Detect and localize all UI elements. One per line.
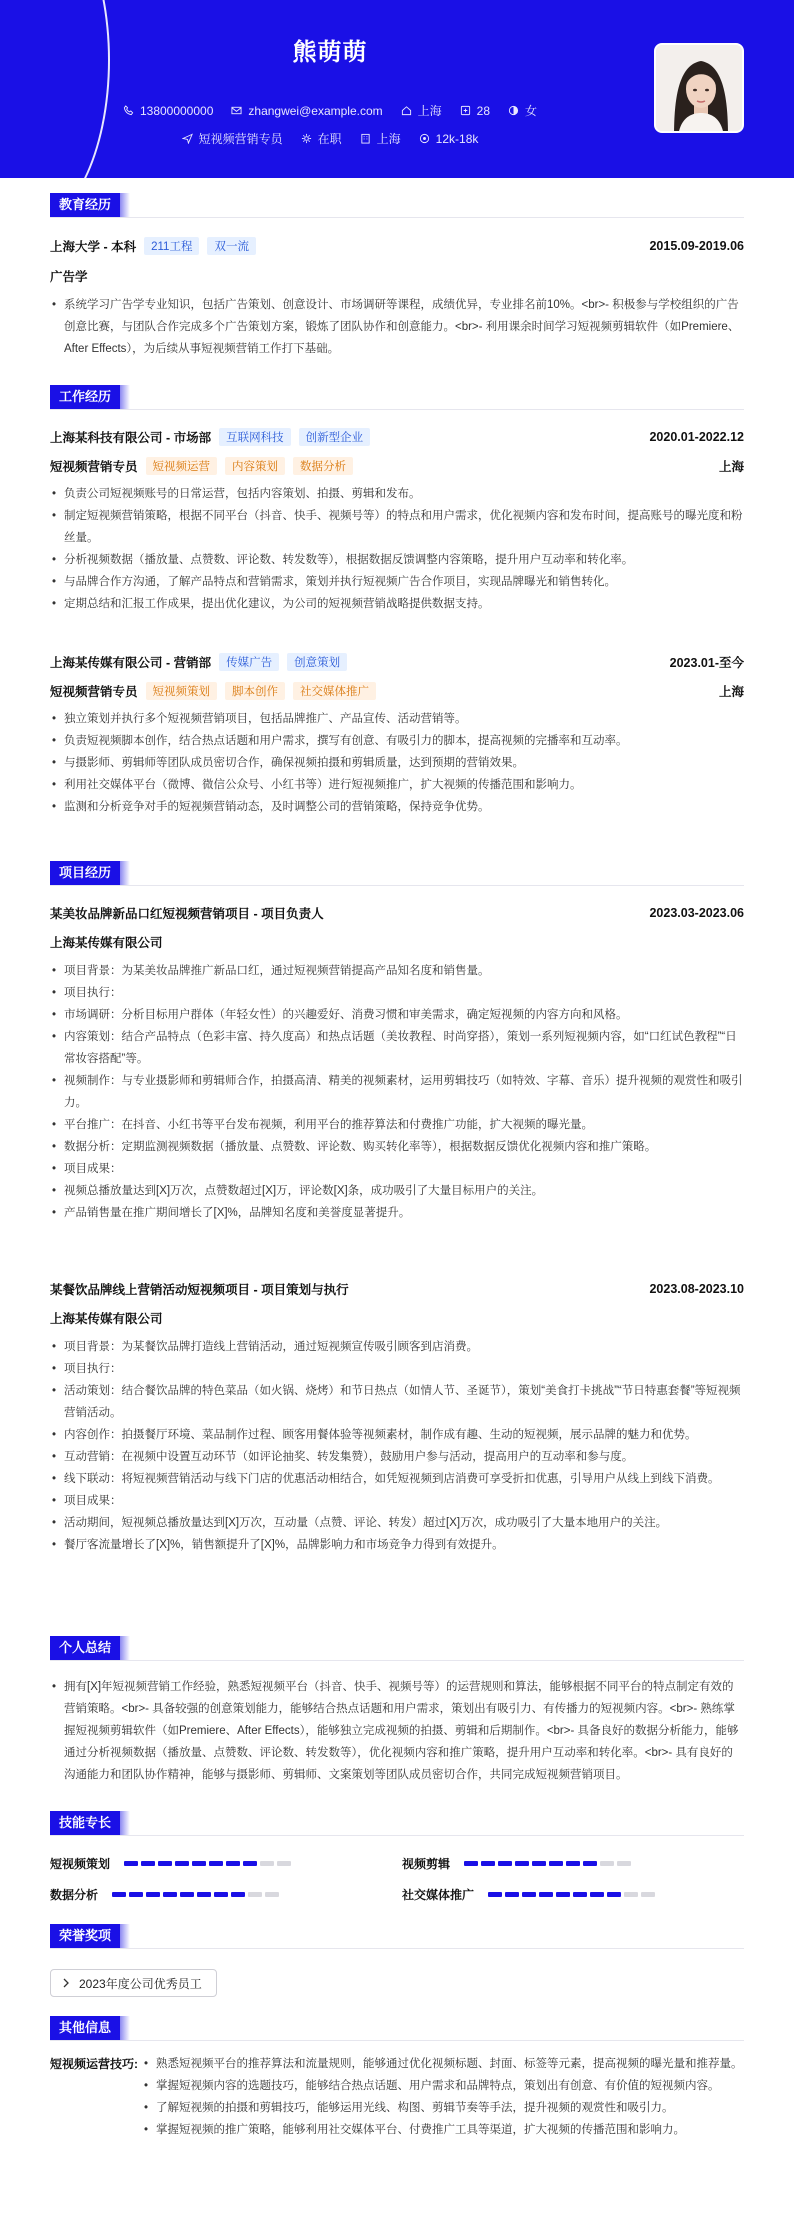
other-info [50,2053,744,2141]
list-item: • 与摄影师、剪辑师等团队成员密切合作，确保视频拍摄和剪辑质量，达到预期的营销效果。 [50,752,744,774]
education-period: 2015.09-2019.06 [649,239,744,253]
skill-level-segment [515,1861,529,1866]
job-period: 2020.01-2022.12 [649,430,744,444]
company-tag: 传媒广告 [219,653,279,671]
company-name: 上海某科技有限公司 - 市场部 [50,431,212,445]
skill-level-segment [146,1892,160,1897]
project-company: 上海某传媒有限公司 [50,1312,163,1326]
skill-item [50,1886,279,1903]
list-item: • 活动策划：结合餐饮品牌的特色菜品（如火锅、烧烤）和节日热点（如情人节、圣诞节），策划“美食打卡挑战”“节日特惠套餐”等短视频营销活动。 [50,1380,744,1424]
list-item: • 项目执行： [50,1358,744,1380]
award-icon [61,1978,71,1988]
skill-level-segment [243,1861,257,1866]
section-divider [50,1660,744,1661]
list-item: • 了解短视频的拍摄和剪辑技巧，能够运用光线、构图、剪辑节奏等手法，提升视频的观赏性和吸引力。 [142,2097,744,2119]
skill-level-segment [260,1861,274,1866]
target-city-text: 上海 [376,132,401,146]
skill-level-segment [158,1861,172,1866]
skill-level-segment [175,1861,189,1866]
skill-level-bar [124,1861,291,1866]
list-item: • 负责短视频脚本创作，结合热点话题和用户需求，撰写有创意、有吸引力的脚本，提高视频的完播率和互动率。 [50,730,744,752]
project-period: 2023.03-2023.06 [649,906,744,920]
email-icon [231,105,242,116]
job-period: 2023.01-至今 [669,656,744,670]
list-item: • 活动期间，短视频总播放量达到[X]万次，互动量（点赞、评论、转发）超过[X]万次，成功吸引了大量本地用户的关注。 [50,1512,744,1534]
section-education-title: 教育经历 [50,193,130,217]
skill-level-segment [226,1861,240,1866]
list-item: • 分析视频数据（播放量、点赞数、评论数、转发数等），根据数据反馈调整内容策略，提升用户互动率和转化率。 [50,549,744,571]
skill-level-segment [231,1892,245,1897]
list-item: • 互动营销：在视频中设置互动环节（如评论抽奖、转发集赞），鼓励用户参与活动，提高用户的互动率和参与度。 [50,1446,744,1468]
other-label: 短视频运营技巧: [50,2057,138,2071]
section-divider [50,409,744,410]
award-name: 2023年度公司优秀员工 [79,1976,202,1991]
email-text: zhangwei@example.com [248,103,383,118]
skill-level-segment [481,1861,495,1866]
list-item: • 线下联动：将短视频营销活动与线下门店的优惠活动相结合，如凭短视频到店消费可享受折扣优惠，引导用户从线上到线下消费。 [50,1468,744,1490]
project-name: 某餐饮品牌线上营销活动短视频项目 - 项目策划与执行 [50,1283,349,1297]
section-divider [50,885,744,886]
list-item: • 系统学习广告学专业知识，包括广告策划、创意设计、市场调研等课程，成绩优异，专业排名前10%。<br>- 积极参与学校组织的广告创意比赛，与团队合作完成多个广告策划方案，锻炼了团队协作和创意能力。<br>- 利用课余时间学习短视频剪辑软件（如Premiere、After Effects），为后续从事短视频营销工作打下基础。 [50,294,744,360]
skill-level-segment [617,1861,631,1866]
skill-level-segment [573,1892,587,1897]
city-text: 上海 [417,104,442,118]
skill-level-segment [641,1892,655,1897]
job-row [50,428,744,446]
major-name: 广告学 [50,270,88,284]
skill-item [50,1855,291,1872]
list-item: • 数据分析：定期监测视频数据（播放量、点赞数、评论数、购买转化率等），根据数据反馈优化视频内容和推广策略。 [50,1136,744,1158]
skill-level-bar [464,1861,631,1866]
job-row [0,130,660,147]
project-name: 某美妆品牌新品口红短视频营销项目 - 项目负责人 [50,907,324,921]
project-period: 2023.08-2023.10 [649,1282,744,1296]
resume-header [0,0,794,178]
list-item: • 利用社交媒体平台（微博、微信公众号、小红书等）进行短视频推广，扩大视频的传播范围和影响力。 [50,774,744,796]
skill-level-segment [214,1892,228,1897]
skill-tag: 短视频运营 [146,457,218,475]
skill-tag: 脚本创作 [225,682,285,700]
education-row [50,237,744,255]
position-name: 短视频营销专员 [50,685,138,699]
candidate-name: 熊萌萌 [292,39,368,66]
gender-text: 女 [525,104,538,118]
list-item: • 监测和分析竞争对手的短视频营销动态，及时调整公司的营销策略，保持竞争优势。 [50,796,744,818]
job-row [50,653,744,671]
skill-item [402,1886,655,1903]
skill-level-segment [180,1892,194,1897]
position-name: 短视频营销专员 [50,460,138,474]
list-item: • 项目执行： [50,982,744,1004]
skill-tag: 短视频策划 [146,682,218,700]
job-text: 短视频营销专员 [198,132,283,146]
skill-name: 短视频策划 [50,1857,111,1871]
avatar-portrait [656,45,744,133]
skill-level-segment [590,1892,604,1897]
gender-icon [508,105,519,116]
status-icon [301,133,312,144]
job-duties [50,483,744,615]
list-item: • 制定短视频营销策略，根据不同平台（抖音、快手、视频号等）的特点和用户需求，优化视频内容和发布时间，提高账号的曝光度和粉丝量。 [50,505,744,549]
company-tag: 互联网科技 [219,428,291,446]
list-item: • 项目成果： [50,1490,744,1512]
phone-text: 13800000000 [139,103,214,118]
list-item: • 产品销售量在推广期间增长了[X]%，品牌知名度和美誉度显著提升。 [50,1202,744,1224]
building-icon [360,133,371,144]
job-icon [182,133,193,144]
skill-level-segment [141,1861,155,1866]
skill-level-segment [566,1861,580,1866]
school-tag: 双一流 [207,237,256,255]
list-item: • 掌握短视频的推广策略，能够利用社交媒体平台、付费推广工具等渠道，扩大视频的传播范围和影响力。 [142,2119,744,2141]
skill-tag: 社交媒体推广 [293,682,376,700]
skill-level-segment [522,1892,536,1897]
project-row [50,1280,744,1298]
list-item: • 熟悉短视频平台的推荐算法和流量规则，能够通过优化视频标题、封面、标签等元素，提高视频的曝光量和推荐量。 [142,2053,744,2075]
skill-level-segment [112,1892,126,1897]
list-item: • 项目背景：为某美妆品牌推广新品口红，通过短视频营销提高产品知名度和销售量。 [50,960,744,982]
company-name: 上海某传媒有限公司 - 营销部 [50,656,212,670]
status-text: 在职 [317,132,342,146]
skill-tag: 数据分析 [293,457,353,475]
section-summary-title: 个人总结 [50,1636,130,1660]
section-projects-title: 项目经历 [50,861,130,885]
skill-level-segment [549,1861,563,1866]
list-item: • 与品牌合作方沟通，了解产品特点和营销需求，策划并执行短视频广告合作项目，实现品牌曝光和销售转化。 [50,571,744,593]
job-city: 上海 [718,460,744,474]
age-icon [460,105,471,116]
list-item: • 平台推广：在抖音、小红书等平台发布视频，利用平台的推荐算法和付费推广功能，扩大视频的曝光量。 [50,1114,744,1136]
skill-level-segment [129,1892,143,1897]
skill-level-segment [163,1892,177,1897]
salary-text: 12k-18k [435,131,479,146]
skill-level-segment [505,1892,519,1897]
skill-name: 视频剪辑 [402,1857,451,1871]
list-item: • 项目背景：为某餐饮品牌打造线上营销活动，通过短视频宣传吸引顾客到店消费。 [50,1336,744,1358]
list-item: • 内容策划：结合产品特点（色彩丰富、持久度高）和热点话题（美妆教程、时尚穿搭），策划一系列短视频内容，如“口红试色教程”“日常妆容搭配”等。 [50,1026,744,1070]
skill-level-segment [209,1861,223,1866]
list-item: • 餐厅客流量增长了[X]%，销售额提升了[X]%，品牌影响力和市场竞争力得到有效提升。 [50,1534,744,1556]
skill-level-segment [539,1892,553,1897]
skill-level-segment [192,1861,206,1866]
skill-level-segment [265,1892,279,1897]
skill-level-segment [532,1861,546,1866]
skill-level-bar [488,1892,655,1897]
summary-text [50,1676,744,1786]
skill-item [402,1855,631,1872]
skill-level-segment [498,1861,512,1866]
skill-level-segment [248,1892,262,1897]
job-city: 上海 [718,685,744,699]
list-item: • 拥有[X]年短视频营销工作经验，熟悉短视频平台（抖音、快手、视频号等）的运营规则和算法，能够根据不同平台的特点制定有效的营销策略。<br>- 具备较强的创意策划能力，能够结合热点话题和用户需求，策划出有吸引力、有传播力的短视频内容。<br>- 熟练掌握短视频剪辑软件（如Premiere、After Effects），能够独立完成视频的拍摄、剪辑和后期制作。<br>- 具备良好的数据分析能力，能够通过分析视频数据（播放量、点赞数、评论数、转发数等），优化视频内容和推广策略，提升用户互动率和转化率。<br>- 具有良好的沟通能力和团队协作精神，能够与摄影师、剪辑师、文案策划等团队成员密切合作，共同完成短视频营销项目。 [50,1676,744,1786]
age-text: 28 [476,103,491,118]
section-other-title: 其他信息 [50,2016,130,2040]
position-row [50,457,744,475]
list-item: • 视频制作：与专业摄影师和剪辑师合作，拍摄高清、精美的视频素材，运用剪辑技巧（如特效、字幕、音乐）提升视频的观赏性和吸引力。 [50,1070,744,1114]
list-item: • 内容创作：拍摄餐厅环境、菜品制作过程、顾客用餐体验等视频素材，制作成有趣、生动的短视频，展示品牌的魅力和优势。 [50,1424,744,1446]
list-item: • 市场调研：分析目标用户群体（年轻女性）的兴趣爱好、消费习惯和审美需求，确定短视频的内容方向和风格。 [50,1004,744,1026]
project-company: 上海某传媒有限公司 [50,936,163,950]
section-divider [50,1835,744,1836]
skill-level-segment [556,1892,570,1897]
list-item: • 独立策划并执行多个短视频营销项目，包括品牌推广、产品宣传、活动营销等。 [50,708,744,730]
section-awards-title: 荣誉奖项 [50,1924,130,1948]
section-divider [50,2040,744,2041]
section-work-title: 工作经历 [50,385,130,409]
section-divider [50,217,744,218]
decorative-circle [0,0,110,178]
skill-level-segment [197,1892,211,1897]
section-divider [50,1948,744,1949]
list-item: • 掌握短视频内容的选题技巧，能够结合热点话题、用户需求和品牌特点，策划出有创意、有价值的短视频内容。 [142,2075,744,2097]
list-item: • 定期总结和汇报工作成果，提出优化建议，为公司的短视频营销战略提供数据支持。 [50,593,744,615]
skill-tag: 内容策划 [225,457,285,475]
skill-level-segment [607,1892,621,1897]
project-row [50,904,744,922]
skill-name: 数据分析 [50,1888,99,1902]
school-tag: 211工程 [144,237,199,255]
contact-row [0,102,660,119]
phone-icon [123,105,134,116]
home-icon [401,105,412,116]
list-item: • 视频总播放量达到[X]万次，点赞数超过[X]万，评论数[X]条，成功吸引了大量目标用户的关注。 [50,1180,744,1202]
list-item: • 负责公司短视频账号的日常运营，包括内容策划、拍摄、剪辑和发布。 [50,483,744,505]
skill-level-segment [124,1861,138,1866]
school-name: 上海大学 - 本科 [50,240,137,254]
salary-icon [419,133,430,144]
project-details [50,960,744,1224]
company-tag: 创意策划 [287,653,347,671]
job-duties [50,708,744,818]
avatar-photo [654,43,744,133]
position-row [50,682,744,700]
education-description [50,294,744,360]
skill-level-segment [583,1861,597,1866]
award-badge [50,1969,217,1997]
skill-level-segment [277,1861,291,1866]
skill-level-bar [112,1892,279,1897]
skill-level-segment [600,1861,614,1866]
skill-level-segment [624,1892,638,1897]
list-item: • 项目成果： [50,1158,744,1180]
company-tag: 创新型企业 [299,428,371,446]
section-skills-title: 技能专长 [50,1811,130,1835]
skill-level-segment [488,1892,502,1897]
skill-name: 社交媒体推广 [402,1888,475,1902]
project-details [50,1336,744,1556]
skill-level-segment [464,1861,478,1866]
